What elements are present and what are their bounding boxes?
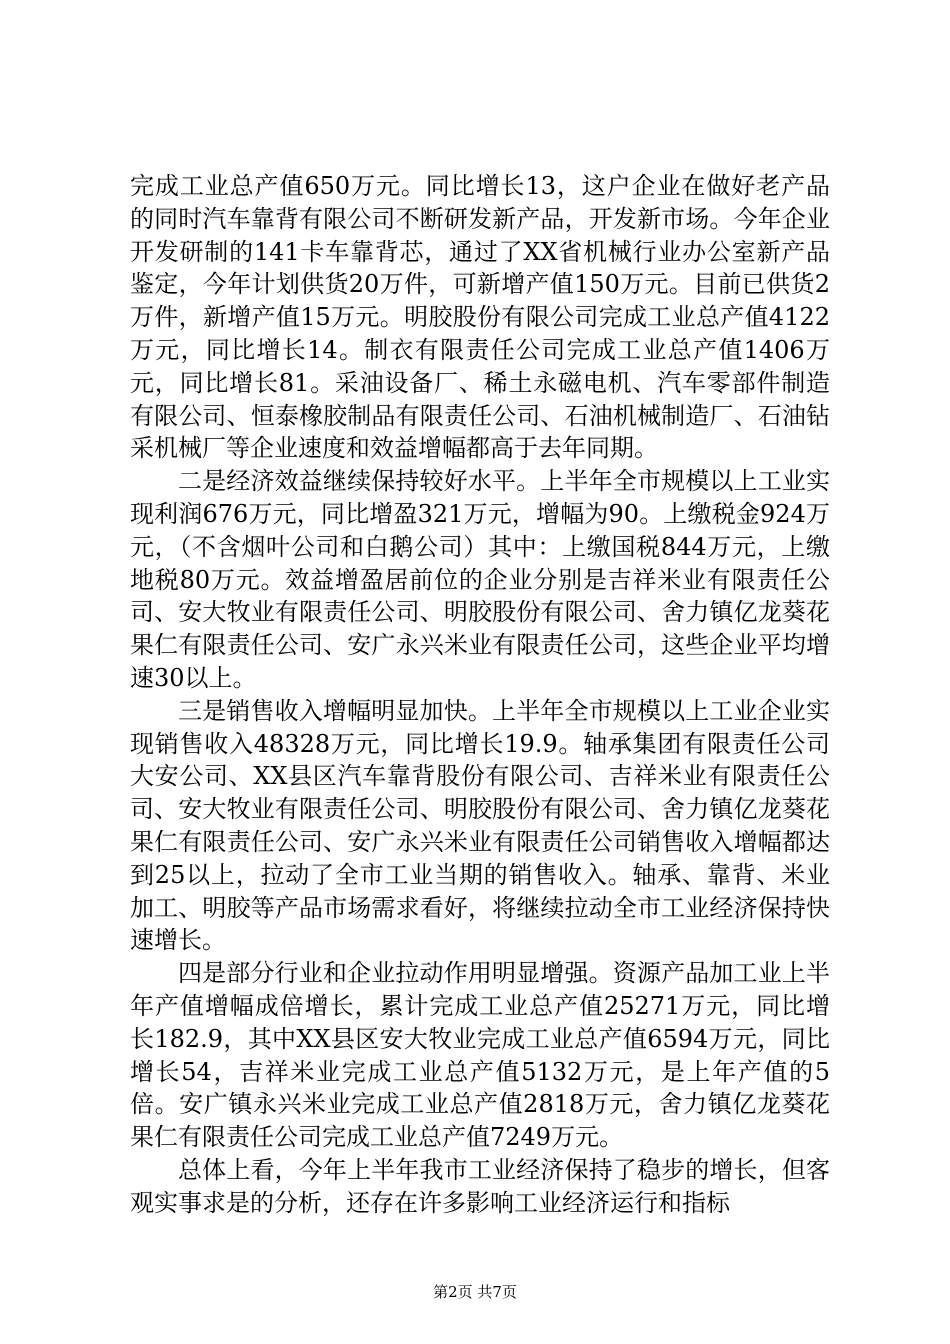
document-body [130,170,830,1220]
paragraph-industry-drive: 四是部分行业和企业拉动作用明显增强。资源产品加工业上半年产值增幅成倍增长，累计完成工业总产值25271万元，同比增长182.9，其中XX县区安大牧业完成工业总产值6594万元，同比增长54，吉祥米业完成工业总产值5132万元，是上年产值的5倍。安广镇永兴米业完成工业总产值2818万元，舍力镇亿龙葵花果仁有限责任公司完成工业总产值7249万元。 [130,959,830,1152]
page-footer: 第2页 共7页 [433,1283,517,1301]
paragraph-sales-revenue: 三是销售收入增幅明显加快。上半年全市规模以上工业企业实现销售收入48328万元，同比增长19.9。轴承集团有限责任公司大安公司、XX县区汽车靠背股份有限公司、吉祥米业有限责任公司、安大牧业有限责任公司、明胶股份有限公司、舍力镇亿龙葵花果仁有限责任公司、安广永兴米业有限责任公司销售收入增幅都达到25以上，拉动了全市工业当期的销售收入。轴承、靠背、米业加工、明胶等产品市场需求看好，将继续拉动全市工业经济保持快速增长。 [130,696,830,955]
paragraph-continuation: 完成工业总产值650万元。同比增长13，这户企业在做好老产品的同时汽车靠背有限公司不断研发新产品，开发新市场。今年企业开发研制的141卡车靠背芯，通过了XX省机械行业办公室新产品鉴定，今年计划供货20万件，可新增产值150万元。目前已供货2万件，新增产值15万元。明胶股份有限公司完成工业总产值4122万元，同比增长14。制衣有限责任公司完成工业总产值1406万元，同比增长81。采油设备厂、稀土永磁电机、汽车零部件制造有限公司、恒泰橡胶制品有限责任公司、石油机械制造厂、石油钻采机械厂等企业速度和效益增幅都高于去年同期。 [130,172,830,463]
paragraph-overall-summary: 总体上看，今年上半年我市工业经济保持了稳步的增长，但客观实事求是的分析，还存在许多影响工业经济运行和指标 [130,1155,830,1217]
paragraph-economic-benefit: 二是经济效益继续保持较好水平。上半年全市规模以上工业实现利润676万元，同比增盈321万元，增幅为90。上缴税金924万元，（不含烟叶公司和白鹅公司）其中：上缴国税844万元，上缴地税80万元。效益增盈居前位的企业分别是吉祥米业有限责任公司、安大牧业有限责任公司、明胶股份有限公司、舍力镇亿龙葵花果仁有限责任公司、安广永兴米业有限责任公司，这些企业平均增速30以上。 [130,467,830,692]
